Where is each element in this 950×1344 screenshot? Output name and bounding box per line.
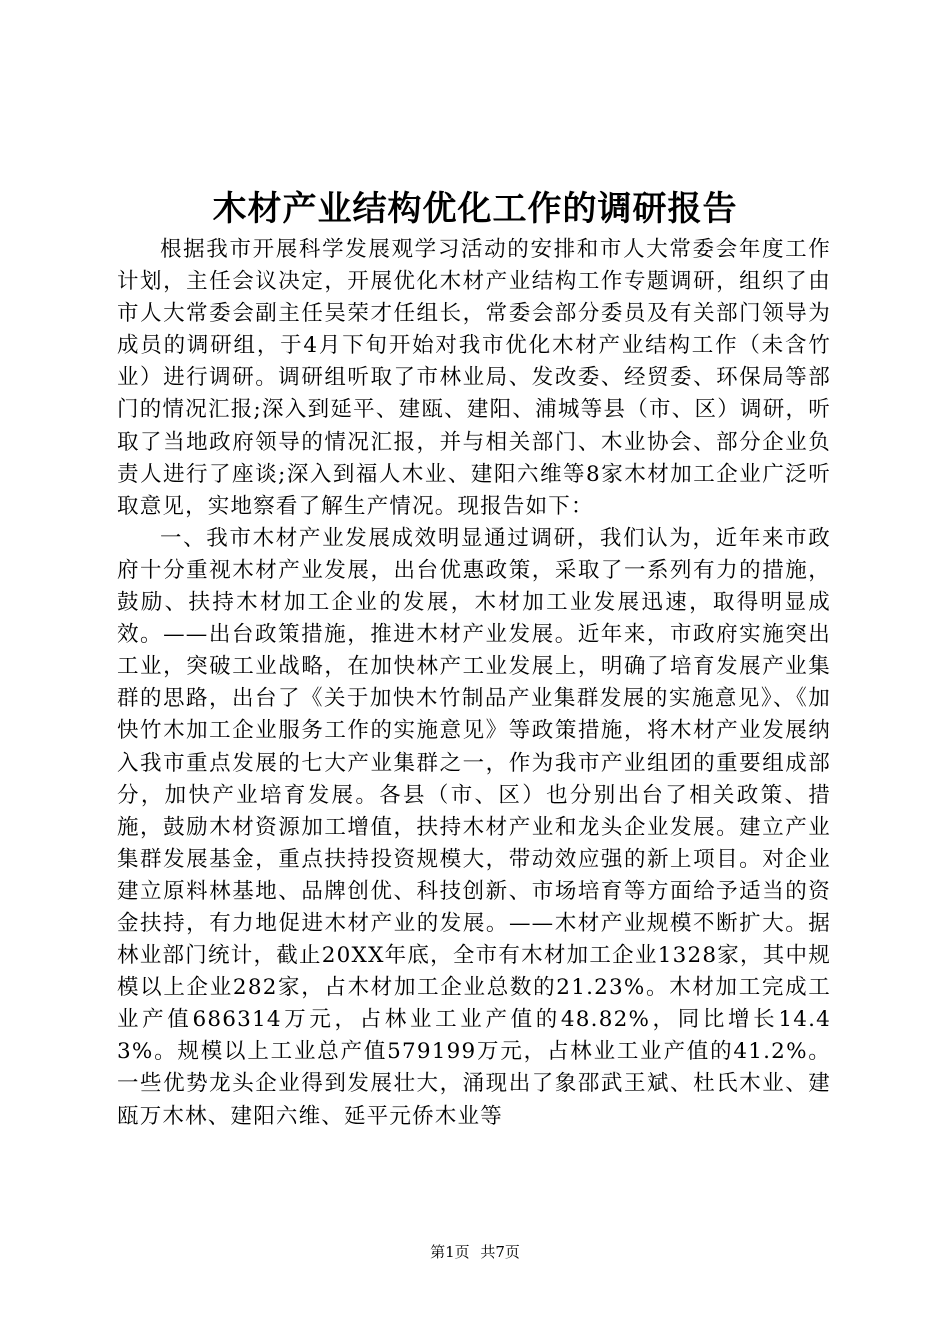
paragraph-section-one: 一、我市木材产业发展成效明显通过调研，我们认为，近年来市政府十分重视木材产业发展，出台优惠政策，采取了一系列有力的措施，鼓励、扶持木材加工企业的发展，木材加工业发展迅速，取得明显成效。——出台政策措施，推进木材产业发展。近年来，市政府实施突出工业，突破工业战略，在加快林产工业发展上，明确了培育发展产业集群的思路，出台了《关于加快木竹制品产业集群发展的实施意见》、《加快竹木加工企业服务工作的实施意见》等政策措施，将木材产业发展纳入我市重点发展的七大产业集群之一，作为我市产业组团的重要组成部分，加快产业培育发展。各县（市、区）也分别出台了相关政策、措施，鼓励木材资源加工增值，扶持木材产业和龙头企业发展。建立产业集群发展基金，重点扶持投资规模大，带动效应强的新上项目。对企业建立原料林基地、品牌创优、科技创新、市场培育等方面给予适当的资金扶持，有力地促进木材产业的发展。——木材产业规模不断扩大。据林业部门统计，截止20XX年底，全市有木材加工企业1328家，其中规模以上企业282家，占木材加工企业总数的21.23%。木材加工完成工业产值686314万元，占林业工业产值的48.82%，同比增长14.43%。规模以上工业总产值579199万元，占林业工业产值的41.2%。一些优势龙头企业得到发展壮大，涌现出了象邵武王斌、杜氏木业、建瓯万木林、建阳六维、延平元侨木业等	[117, 525, 832, 1129]
paragraph-intro: 根据我市开展科学发展观学习活动的安排和市人大常委会年度工作计划，主任会议决定，开展优化木材产业结构工作专题调研，组织了由市人大常委会副主任吴荣才任组长，常委会部分委员及有关部门领导为成员的调研组，于4月下旬开始对我市优化木材产业结构工作（未含竹业）进行调研。调研组听取了市林业局、发改委、经贸委、环保局等部门的情况汇报;深入到延平、建瓯、建阳、浦城等县（市、区）调研，听取了当地政府领导的情况汇报，并与相关部门、木业协会、部分企业负责人进行了座谈;深入到福人木业、建阳六维等8家木材加工企业广泛听取意见，实地察看了解生产情况。现报告如下：	[117, 237, 831, 519]
page-footer	[0, 1240, 950, 1264]
page-number: 第1页	[430, 1243, 470, 1261]
document-body	[117, 234, 831, 1133]
page-total: 共7页	[480, 1243, 520, 1261]
document-title: 木材产业结构优化工作的调研报告	[212, 189, 738, 229]
